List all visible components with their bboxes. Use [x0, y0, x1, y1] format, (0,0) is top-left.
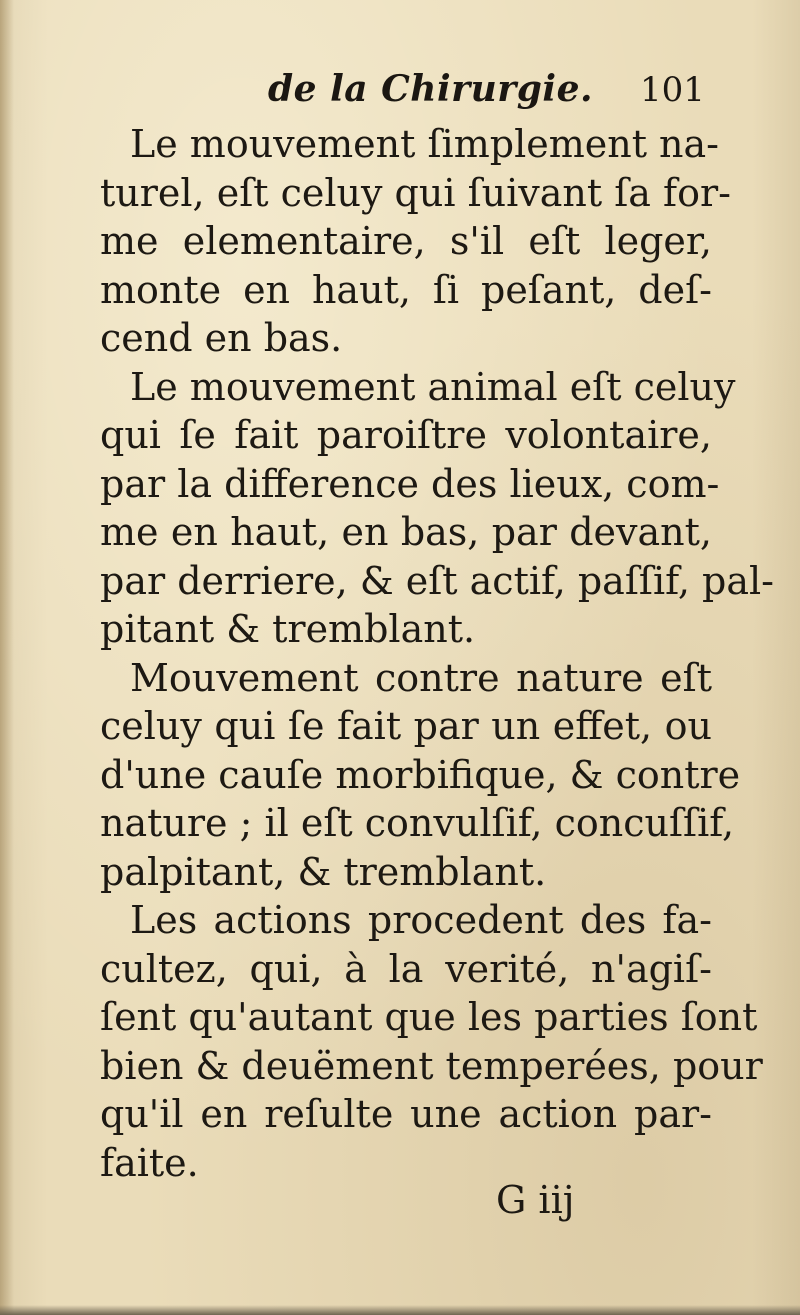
text-line: pitant & tremblant.	[100, 607, 476, 651]
signature-mark: G iij	[496, 1178, 575, 1222]
text-line: Les actions procedent des fa-	[130, 898, 712, 942]
text-line: Le mouvement ſimplement na-	[130, 122, 720, 166]
text-line: Le mouvement animal eſt celuy	[130, 364, 736, 409]
text-line: Mouvement contre nature eſt	[130, 655, 712, 700]
text-line: par la difference des lieux, com-	[100, 461, 720, 506]
paragraph-3	[100, 654, 741, 897]
text-line: cend en bas.	[100, 316, 343, 360]
running-head-title: de la Chirurgie.	[268, 68, 594, 110]
page-number: 101	[640, 70, 705, 110]
text-line: celuy qui ſe fait par un effet, ou	[100, 704, 712, 748]
text-line: par derriere, & eſt actif, paſſif, pal-	[100, 558, 774, 603]
text-line: d'une cauſe morbifique, & contre	[100, 752, 741, 797]
paragraph-1	[100, 120, 731, 363]
text-line: cultez, qui, à la verité, n'agiſ-	[100, 946, 712, 991]
paragraph-2	[100, 363, 774, 654]
text-line: ſent qu'autant que les parties ſont	[100, 995, 758, 1039]
text-line: turel, eſt celuy qui ſuivant ſa for-	[100, 170, 731, 215]
body-text	[100, 120, 774, 1187]
text-line: nature ; il eſt convulſif, concuſſif,	[100, 801, 735, 845]
scan-edge-bottom	[0, 1305, 800, 1315]
text-line: qui ſe fait paroiſtre volontaire,	[100, 413, 712, 457]
scan-edge-left	[0, 0, 14, 1315]
text-line: monte en haut, ſi peſant, deſ-	[100, 267, 712, 312]
text-line: qu'il en reſulte une action par-	[100, 1092, 712, 1136]
text-line: faite.	[100, 1140, 199, 1185]
text-line: palpitant, & tremblant.	[100, 849, 547, 894]
text-line: me en haut, en bas, par devant,	[100, 510, 712, 554]
text-line: me elementaire, s'il eſt leger,	[100, 219, 712, 263]
paragraph-4	[100, 896, 763, 1187]
running-head	[0, 66, 800, 116]
text-line: bien & deuëment temperées, pour	[100, 1043, 763, 1088]
